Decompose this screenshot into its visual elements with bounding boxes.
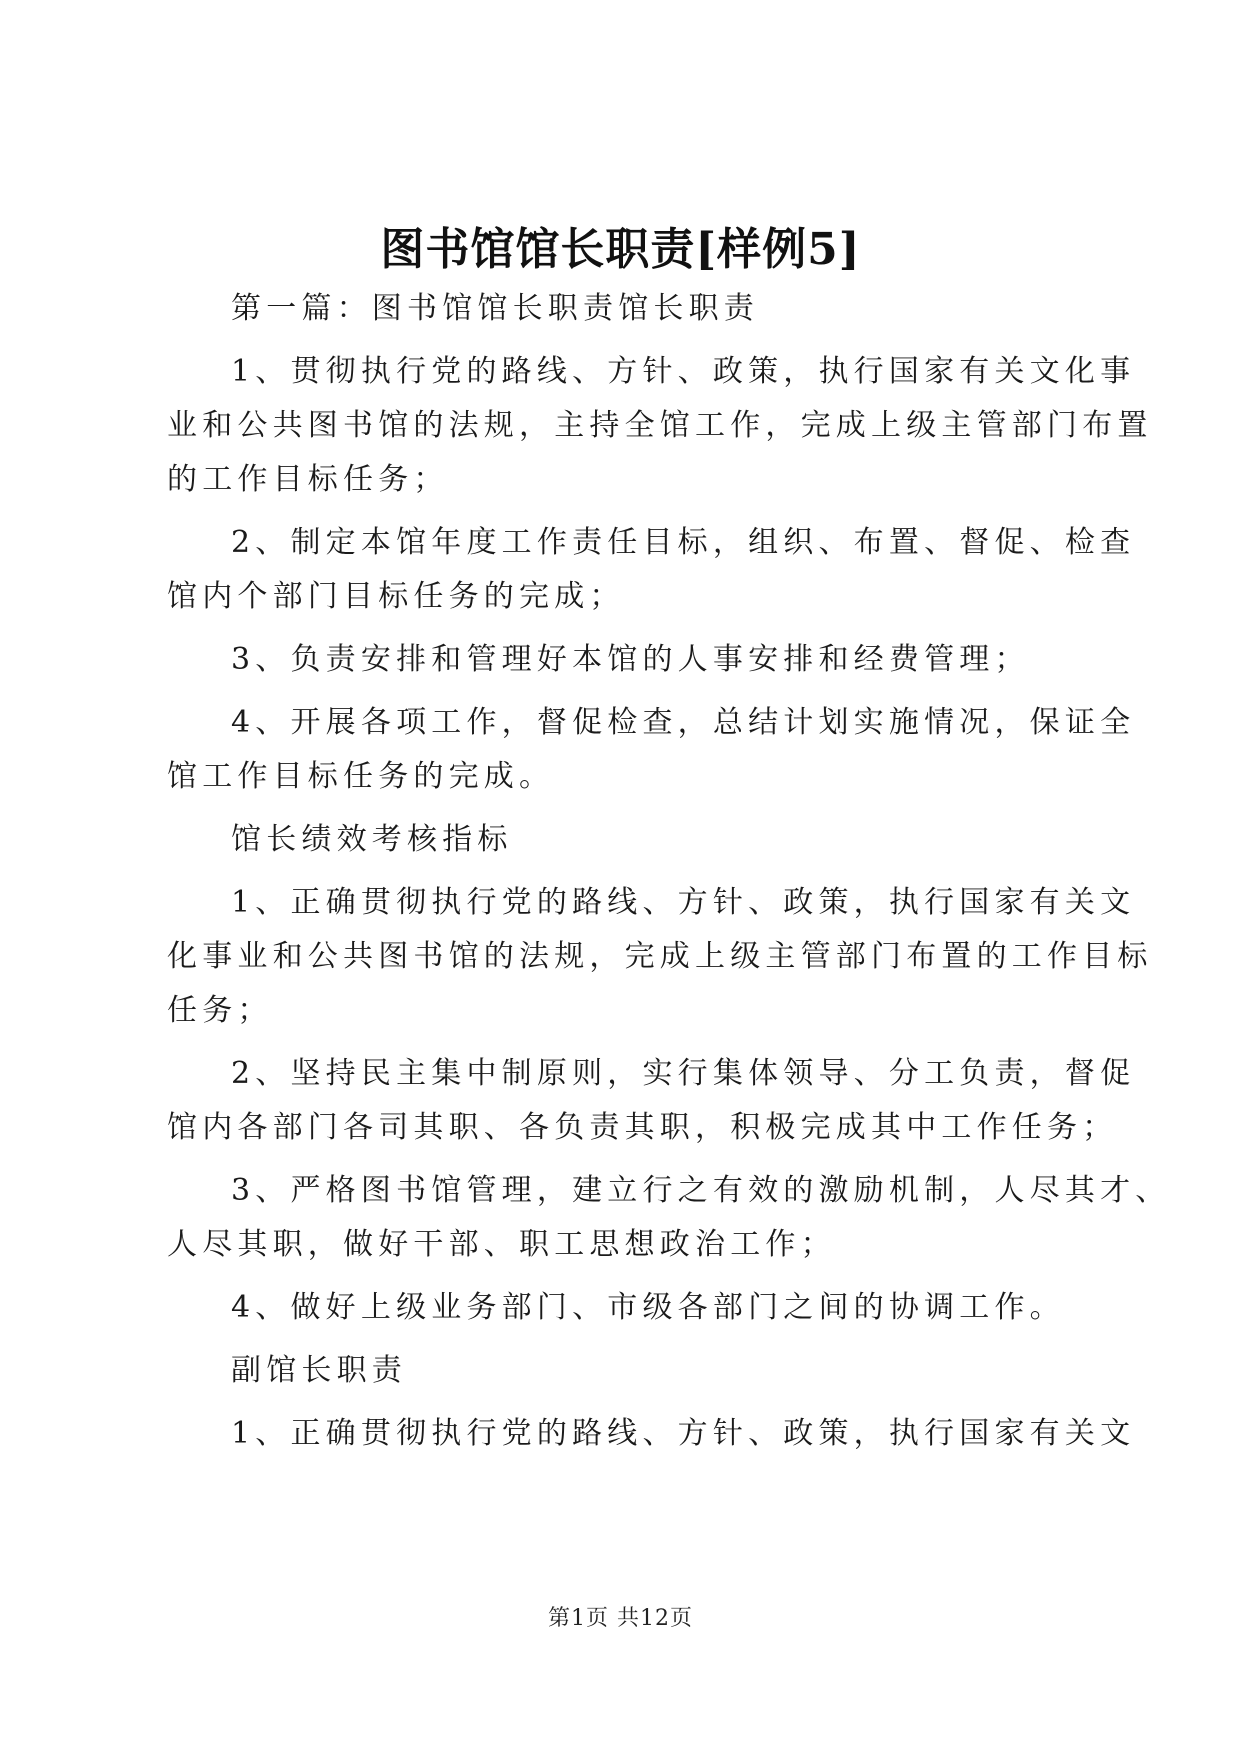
text-line: 4、做好上级业务部门、市级各部门之间的协调工作。	[231, 1290, 1065, 1325]
page-footer: 第1页 共12页	[548, 1606, 693, 1631]
section-heading: 副馆长职责	[231, 1353, 407, 1388]
text-line: 化事业和公共图书馆的法规，完成上级主管部门布置的工作目标	[167, 939, 1153, 974]
text-line: 1、正确贯彻执行党的路线、方针、政策，执行国家有关文	[231, 1416, 1136, 1451]
text-line: 人尽其职，做好干部、职工思想政治工作；	[167, 1227, 836, 1262]
document-title: 图书馆馆长职责[样例5]	[380, 224, 861, 275]
text-line: 1、贯彻执行党的路线、方针、政策，执行国家有关文化事	[231, 354, 1136, 389]
text-line: 业和公共图书馆的法规，主持全馆工作，完成上级主管部门布置	[167, 408, 1153, 443]
text-line: 2、坚持民主集中制原则，实行集体领导、分工负责，督促	[231, 1056, 1136, 1091]
text-line: 馆内各部门各司其职、各负责其职，积极完成其中工作任务；	[167, 1110, 1118, 1145]
text-line: 3、负责安排和管理好本馆的人事安排和经费管理；	[231, 642, 1030, 677]
text-line: 4、开展各项工作，督促检查，总结计划实施情况，保证全	[231, 705, 1136, 740]
text-line: 的工作目标任务；	[167, 462, 449, 497]
text-line: 3、严格图书馆管理，建立行之有效的激励机制，人尽其才、	[231, 1173, 1171, 1208]
text-line: 任务；	[167, 993, 273, 1028]
section-heading: 馆长绩效考核指标	[231, 822, 513, 857]
text-line: 馆工作目标任务的完成。	[167, 759, 555, 794]
text-line: 第一篇：图书馆馆长职责馆长职责	[231, 291, 759, 326]
text-line: 1、正确贯彻执行党的路线、方针、政策，执行国家有关文	[231, 885, 1136, 920]
text-line: 2、制定本馆年度工作责任目标，组织、布置、督促、检查	[231, 525, 1136, 560]
text-line: 馆内个部门目标任务的完成；	[167, 579, 625, 614]
